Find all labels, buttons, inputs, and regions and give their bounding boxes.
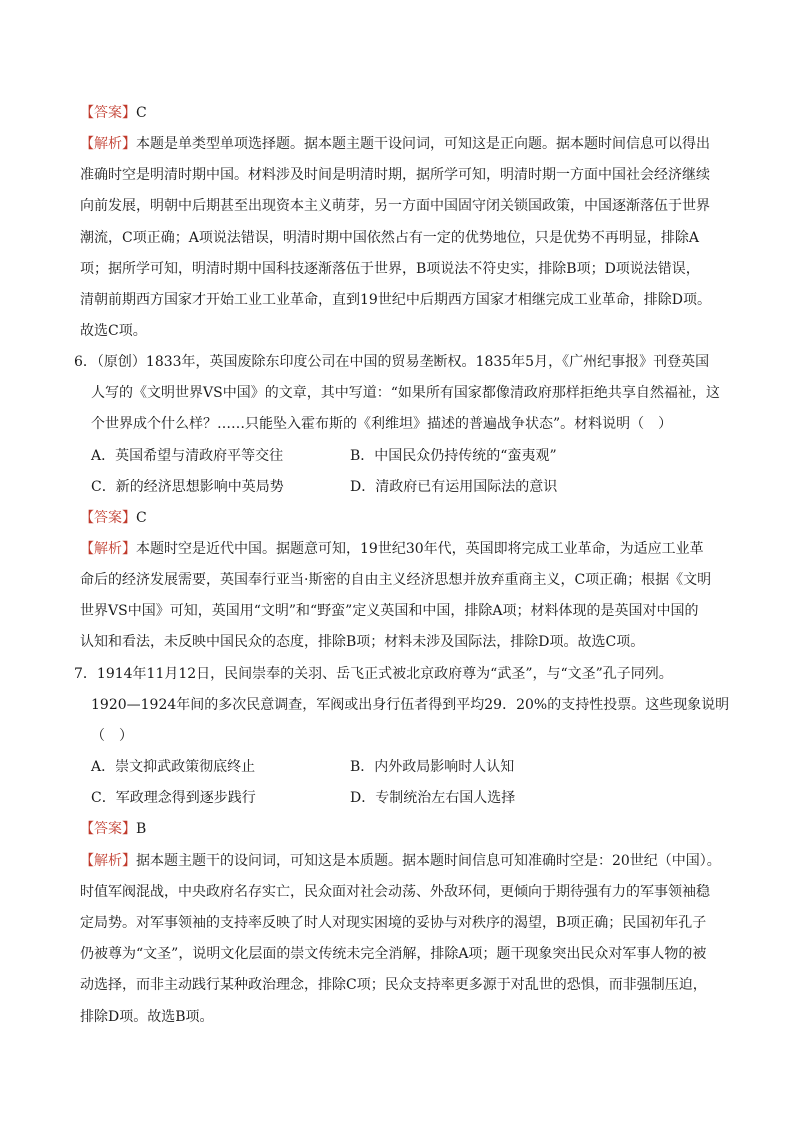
- q6-option-b: B．中国民众仍持传统的“蛮夷观”: [350, 448, 557, 464]
- q5-analysis-line-5: 项；据所学可知，明清时期中国科技逐渐落伍于世界，B项说法不符史实，排除B项；D项说法错误，: [80, 261, 700, 277]
- q6-analysis-text: 本题时空是近代中国。据题意可知，19世纪30年代，英国即将完成工业革命，为适应工业革: [136, 541, 704, 557]
- q5-analysis-line-3: 向前发展，明朝中后期甚至出现资本主义萌芽，另一方面中国固守闭关锁国政策，中国逐渐落伍于世界: [80, 198, 710, 214]
- q6-answer-line: [80, 508, 147, 528]
- q7-stem-line-1: 7．1914年11月12日，民间崇奉的关羽、岳飞正式被北京政府尊为“武圣”，与“文圣”孔子同列。: [74, 666, 673, 682]
- q5-answer: C: [136, 105, 147, 121]
- q7-answer-line: [80, 819, 146, 839]
- q6-option-a: A．英国希望与清政府平等交往: [91, 448, 284, 464]
- q7-analysis-line-2: 时值军阀混战，中央政府名存实亡，民众面对社会动荡、外敌环伺，更倾向于期待强有力的军事领袖稳: [80, 884, 710, 900]
- q6-stem-line-1: 6．（原创）1833年，英国废除东印度公司在中国的贸易垄断权。1835年5月，《广州纪事报》刊登英国: [74, 354, 710, 370]
- q6-answer-tag: 【答案】: [80, 510, 136, 526]
- q5-analysis-text: 本题是单类型单项选择题。据本题主题干设问词，可知这是正向题。据本题时间信息可以得出: [136, 136, 710, 152]
- q7-answer-tag: 【答案】: [80, 821, 136, 837]
- q7-stem-line-2: 1920—1924年间的多次民意调查，军阀或出身行伍者得到平均29．20%的支持性投票。这些现象说明: [91, 697, 730, 713]
- q6-answer: C: [136, 510, 147, 526]
- q5-analysis-tag: 【解析】: [80, 136, 136, 152]
- q5-answer-tag: 【答案】: [80, 105, 136, 121]
- q6-option-c: C．新的经济思想影响中英局势: [91, 479, 284, 495]
- q7-analysis-line-6: 排除D项。故选B项。: [80, 1009, 214, 1025]
- q5-analysis-line-7: 故选C项。: [80, 323, 147, 339]
- q7-option-c: C．军政理念得到逐步践行: [91, 790, 256, 806]
- q6-analysis-line-1: [80, 539, 704, 559]
- q7-answer: B: [136, 821, 147, 837]
- q6-analysis-line-3: 世界VS中国》可知，英国用“文明”和“野蛮”定义英国和中国，排除A项；材料体现的是英国对中国的: [80, 603, 699, 619]
- q5-analysis-line-2: 准确时空是明清时期中国。材料涉及时间是明清时期，据所学可知，明清时期一方面中国社会经济继续: [80, 167, 710, 183]
- q6-option-d: D．清政府已有运用国际法的意识: [350, 479, 558, 495]
- q5-analysis-line-1: [80, 134, 710, 154]
- q5-answer-line: [80, 103, 147, 123]
- q7-option-a: A．崇文抑武政策彻底终止: [91, 759, 256, 775]
- q7-analysis-tag: 【解析】: [80, 853, 136, 869]
- q5-analysis-line-6: 清朝前期西方国家才开始工业工业革命，直到19世纪中后期西方国家才相继完成工业革命，排除D项。: [80, 292, 712, 308]
- q6-analysis-line-4: 认知和看法，未反映中国民众的态度，排除B项；材料未涉及国际法，排除D项。故选C项。: [80, 634, 645, 650]
- q6-analysis-tag: 【解析】: [80, 541, 136, 557]
- q7-stem-line-3: （ ）: [91, 728, 133, 744]
- q7-analysis-line-5: 动选择，而非主动践行某种政治理念，排除C项；民众支持率更多源于对乱世的恐惧，而非强制压迫，: [80, 977, 707, 993]
- q6-analysis-line-2: 命后的经济发展需要，英国奉行亚当·斯密的自由主义经济思想并放弃重商主义，C项正确；根据《文明: [80, 572, 712, 588]
- q7-analysis-line-1: [80, 851, 721, 871]
- q7-analysis-text: 据本题主题干的设问词，可知这是本质题。据本题时间信息可知准确时空是：20世纪（中国）。: [136, 853, 721, 869]
- q5-analysis-line-4: 潮流，C项正确；A项说法错误，明清时期中国依然占有一定的优势地位，只是优势不再明显，排除A: [80, 230, 699, 246]
- q7-analysis-line-3: 定局势。对军事领袖的支持率反映了时人对现实困境的妥协与对秩序的渴望，B项正确；民国初年孔子: [80, 915, 707, 931]
- q6-stem-line-3: 个世界成个什么样？……只能坠入霍布斯的《利维坦》描述的普遍战争状态”。材料说明（ ）: [91, 416, 673, 432]
- q7-option-d: D．专制统治左右国人选择: [350, 790, 516, 806]
- q7-analysis-line-4: 仍被尊为“文圣”，说明文化层面的崇文传统未完全消解，排除A项；题干现象突出民众对军事人物的被: [80, 946, 707, 962]
- q6-stem-line-2: 人写的《文明世界VS中国》的文章，其中写道：“如果所有国家都像清政府那样拒绝共享自然福祉，这: [91, 385, 720, 401]
- q7-option-b: B．内外政局影响时人认知: [350, 759, 515, 775]
